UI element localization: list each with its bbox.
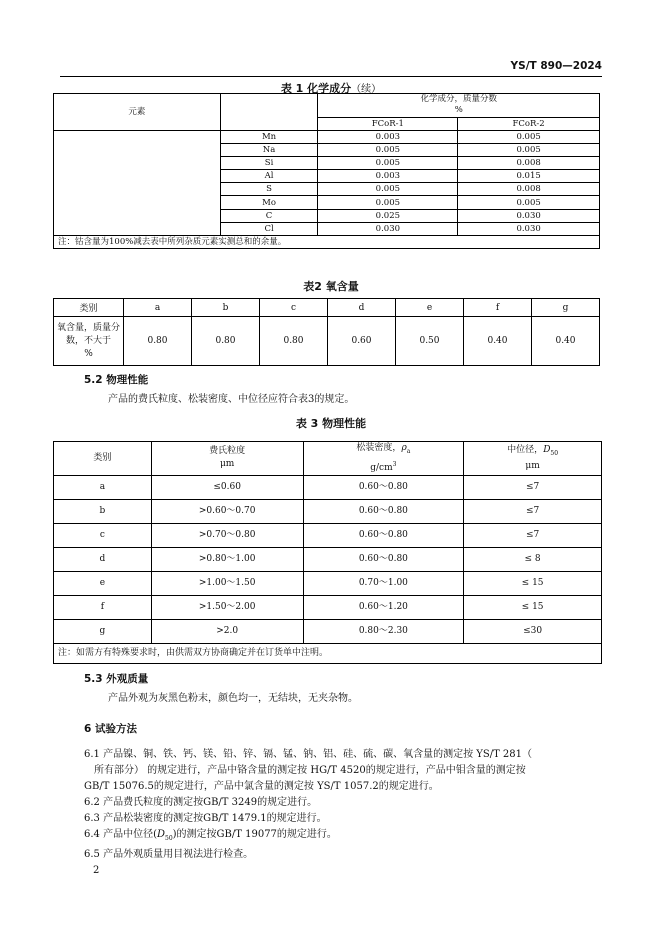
section-5-3-heading: 5.3 外观质量	[84, 673, 149, 685]
composition-value: 0.008	[458, 157, 600, 170]
apparent-density-cell: 0.60～1.20	[303, 595, 464, 619]
table3-note: 注：如需方有特殊要求时，由供需双方协商确定并在订货单中注明。	[54, 643, 602, 663]
fisher-size-cell: >0.70～0.80	[151, 523, 303, 547]
section-5-3-text: 产品外观为灰黑色粉末，颜色均一，无结块，无夹杂物。	[108, 693, 358, 704]
table-row	[54, 571, 602, 595]
clause-6-2: 6.2 产品费氏粒度的测定按GB/T 3249的规定进行。	[84, 797, 318, 808]
grade-header-2: FCoR-2	[458, 117, 600, 130]
section-6-body	[84, 747, 604, 863]
clause-6-1-line2: 所有部分） 的规定进行，产品中铬含量的测定按 HG/T 4520的规定进行，产品中钼含量的测定按	[94, 765, 526, 776]
median-diameter-cell: ≤7	[464, 499, 602, 523]
fisher-size-cell: ≤0.60	[151, 475, 303, 499]
chemical-composition-table	[53, 93, 600, 249]
category-header: c	[260, 299, 328, 317]
category-cell: c	[54, 523, 152, 547]
oxygen-value: 0.80	[260, 317, 328, 366]
median-diameter-cell: ≤ 15	[464, 571, 602, 595]
physical-properties-table	[53, 441, 602, 664]
clause-6-5: 6.5 产品外观质量用目视法进行检查。	[84, 849, 254, 860]
clause-6-3: 6.3 产品松装密度的测定按GB/T 1479.1的规定进行。	[84, 813, 327, 824]
fisher-size-cell: >1.00～1.50	[151, 571, 303, 595]
element-blank-cell	[54, 131, 221, 236]
composition-value: 0.005	[458, 196, 600, 209]
element-symbol: Mn	[220, 131, 318, 144]
header-rule	[60, 76, 602, 77]
oxygen-value: 0.60	[328, 317, 396, 366]
section-5-2-text: 产品的费氏粒度、松装密度、中位径应符合表3的规定。	[108, 394, 355, 405]
composition-value: 0.005	[318, 157, 458, 170]
composition-value: 0.030	[458, 222, 600, 235]
table-row	[54, 547, 602, 571]
oxygen-value: 0.50	[396, 317, 464, 366]
table-row	[54, 595, 602, 619]
composition-value: 0.030	[318, 222, 458, 235]
apparent-density-cell: 0.70～1.00	[303, 571, 464, 595]
category-cell: g	[54, 619, 152, 643]
fisher-size-cell: >2.0	[151, 619, 303, 643]
section-6-heading: 6 试验方法	[84, 723, 137, 735]
element-symbol: Al	[220, 170, 318, 183]
fisher-size-header: 费氏粒度 μm	[151, 442, 303, 476]
composition-unit: %	[454, 105, 463, 116]
category-header: b	[192, 299, 260, 317]
composition-value: 0.005	[458, 131, 600, 144]
clause-6-4: 6.4 产品中位径$(D_{50})$的测定按GB/T 19077的规定进行。	[84, 829, 337, 842]
element-symbol: C	[220, 209, 318, 222]
composition-value: 0.005	[318, 144, 458, 157]
composition-value: 0.005	[318, 196, 458, 209]
category-header: e	[396, 299, 464, 317]
table1-caption: 表 1 化学成分（续）	[280, 82, 382, 95]
median-diameter-header: 中位径，$D_{50}$ μm	[464, 442, 602, 476]
category-cell: f	[54, 595, 152, 619]
table3-category-header: 类别	[54, 442, 152, 476]
apparent-density-header: 松装密度，$\rho_a$ $g/cm^3$	[303, 442, 464, 476]
apparent-density-cell: 0.60～0.80	[303, 523, 464, 547]
category-header: a	[124, 299, 192, 317]
grade-header-1: FCoR-1	[318, 117, 458, 130]
median-diameter-cell: ≤7	[464, 523, 602, 547]
oxygen-value: 0.40	[532, 317, 600, 366]
composition-value: 0.025	[318, 209, 458, 222]
median-diameter-cell: ≤7	[464, 475, 602, 499]
composition-header: 化学成分，质量分数 %	[318, 94, 600, 118]
oxygen-content-table	[53, 298, 600, 366]
composition-value: 0.005	[318, 183, 458, 196]
standard-number: YS/T 890—2024	[510, 60, 602, 72]
oxygen-row-label: 氧含量，质量分 数，不大于 %	[54, 317, 124, 366]
element-symbol: Si	[220, 157, 318, 170]
category-header: d	[328, 299, 396, 317]
apparent-density-cell: 0.60～0.80	[303, 547, 464, 571]
composition-value: 0.015	[458, 170, 600, 183]
element-symbol: Cl	[220, 222, 318, 235]
fisher-size-cell: >0.60～0.70	[151, 499, 303, 523]
oxygen-value: 0.80	[192, 317, 260, 366]
median-diameter-cell: ≤ 8	[464, 547, 602, 571]
category-cell: d	[54, 547, 152, 571]
category-cell: e	[54, 571, 152, 595]
element-symbol: Na	[220, 144, 318, 157]
table-row	[54, 523, 602, 547]
median-diameter-cell: ≤ 15	[464, 595, 602, 619]
element-symbol: Mo	[220, 196, 318, 209]
element-symbol: S	[220, 183, 318, 196]
oxygen-value: 0.40	[464, 317, 532, 366]
category-header: f	[464, 299, 532, 317]
table-row	[54, 475, 602, 499]
table2-caption: 表2 氧含量	[303, 280, 359, 293]
table-row	[54, 499, 602, 523]
composition-value: 0.003	[318, 131, 458, 144]
category-cell: a	[54, 475, 152, 499]
section-5-2-heading: 5.2 物理性能	[84, 374, 149, 386]
clause-6-1-line1: 6.1 产品镍、铜、铁、钙、镁、铅、锌、镉、锰、钠、铝、硅、硫、碳、氧含量的测定按 YS/T 281（	[84, 749, 533, 760]
table1-caption-suffix: （续）	[351, 84, 382, 95]
element-header: 元素	[54, 94, 221, 131]
table-row	[54, 619, 602, 643]
clause-6-1-line3: GB/T 15076.5的规定进行，产品中氯含量的测定按 YS/T 1057.2的规定进行。	[84, 781, 439, 792]
category-header: g	[532, 299, 600, 317]
median-diameter-cell: ≤30	[464, 619, 602, 643]
composition-value: 0.003	[318, 170, 458, 183]
oxygen-value: 0.80	[124, 317, 192, 366]
composition-value: 0.005	[458, 144, 600, 157]
page-number: 2	[93, 865, 100, 876]
category-cell: b	[54, 499, 152, 523]
table2-category-label: 类别	[54, 299, 124, 317]
apparent-density-cell: 0.80～2.30	[303, 619, 464, 643]
table-row	[54, 131, 600, 144]
apparent-density-cell: 0.60～0.80	[303, 499, 464, 523]
composition-value: 0.030	[458, 209, 600, 222]
table1-note: 注：钴含量为100%减去表中所列杂质元素实测总和的余量。	[54, 235, 600, 248]
composition-value: 0.008	[458, 183, 600, 196]
apparent-density-cell: 0.60～0.80	[303, 475, 464, 499]
fisher-size-cell: >0.80～1.00	[151, 547, 303, 571]
fisher-size-cell: >1.50～2.00	[151, 595, 303, 619]
table3-caption: 表 3 物理性能	[295, 417, 367, 430]
